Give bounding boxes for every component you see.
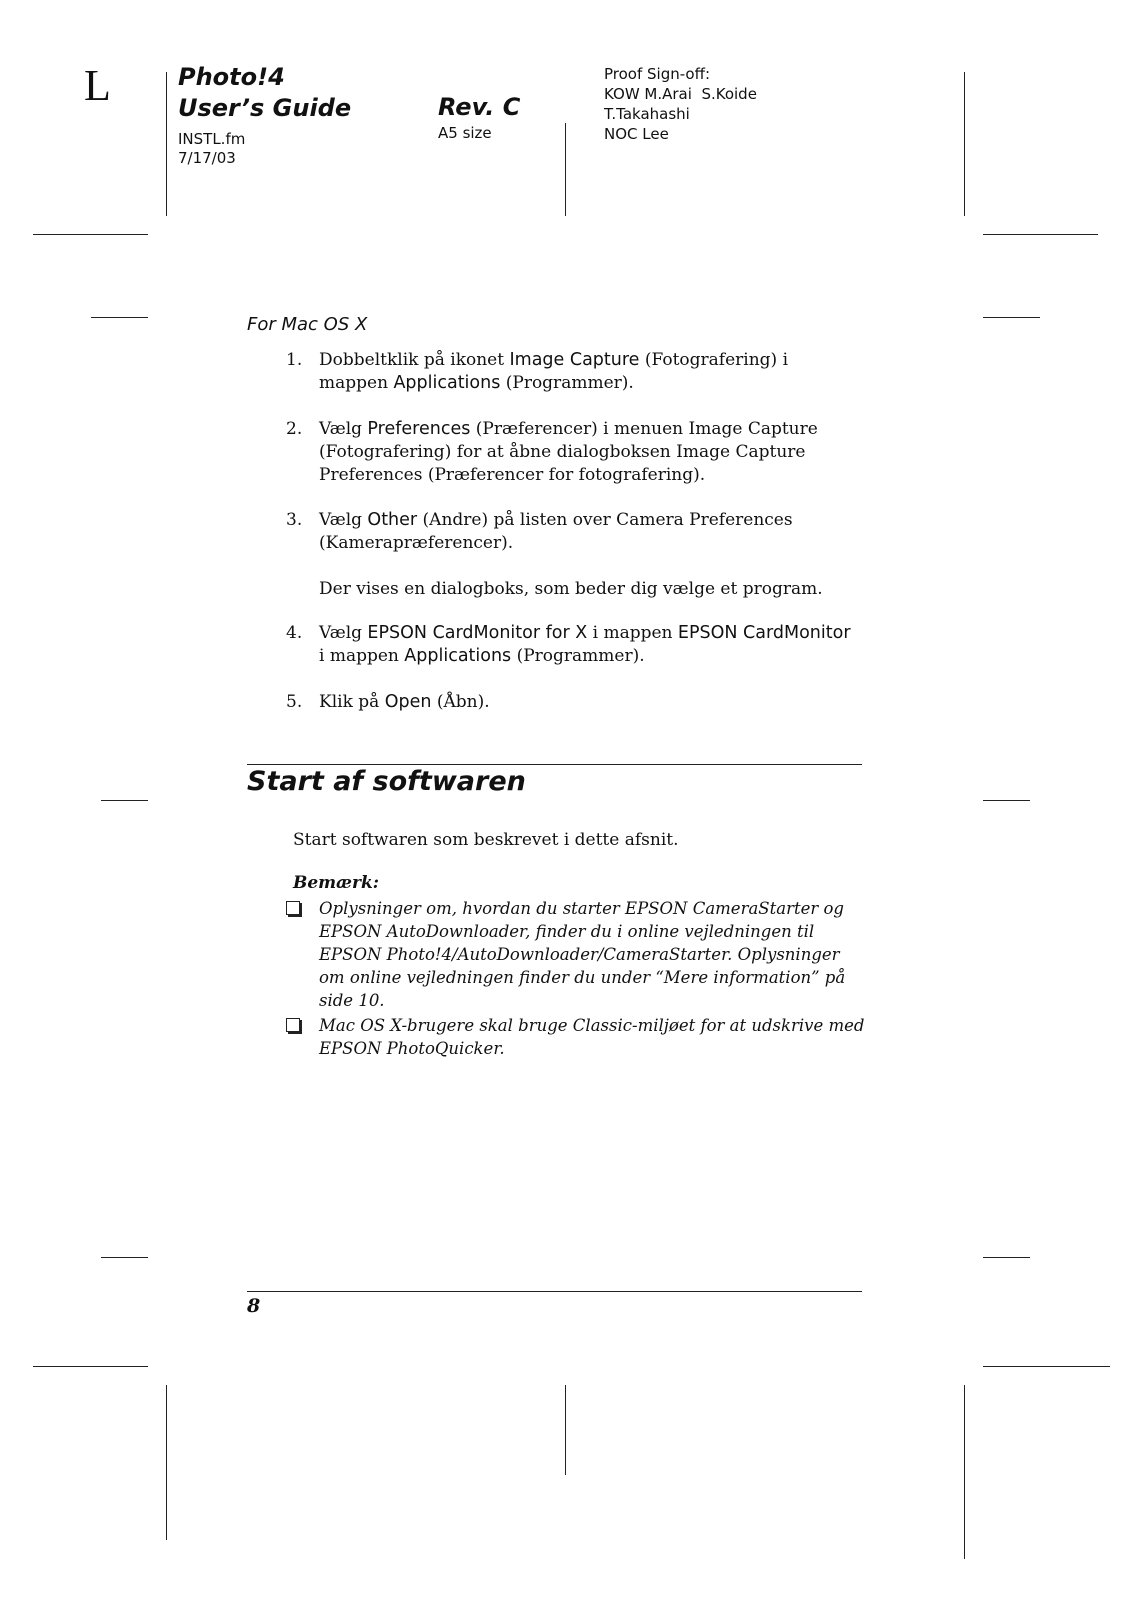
step-text [319, 691, 856, 714]
crop-mark [983, 317, 1040, 318]
ui-term: Image Capture [509, 350, 640, 370]
crop-mark [91, 317, 148, 318]
step-text-run: Klik på [319, 692, 385, 712]
header-revision: Rev. C [438, 93, 521, 121]
header-title-block [178, 62, 351, 168]
page-side-letter: L [84, 61, 111, 110]
step-number: 1. [286, 350, 303, 370]
checkbox-bullet-icon [286, 901, 300, 915]
step-text-run: (Andre) på listen over Camera Preferences (Kamerapræferencer). [319, 510, 793, 553]
step-number: 3. [286, 510, 303, 530]
list-item [286, 509, 856, 555]
crop-mark [964, 1385, 965, 1559]
header-guide-title: User’s Guide [178, 94, 352, 122]
proof-line: Proof Sign-off: [604, 65, 710, 83]
crop-mark [983, 800, 1030, 801]
step-text-run: i mappen [587, 623, 678, 643]
step-text [319, 509, 856, 555]
crop-mark [101, 800, 148, 801]
note-text: Oplysninger om, hvordan du starter EPSON CameraStarter og EPSON AutoDownloader, finder du i online vejledningen til EPSON Photo!4/AutoDownloader/CameraStarter. Oplysninger om online vejledningen finder du under “Mere information” på side 10. [319, 899, 846, 1010]
proof-line: T.Takahashi [604, 105, 690, 123]
header-product-title: Photo!4 [178, 63, 285, 91]
list-item [286, 349, 856, 395]
step-number: 5. [286, 692, 303, 712]
crop-mark [565, 1385, 566, 1475]
crop-mark [983, 234, 1098, 235]
step-text-run: (Præferencer) i menuen Image Capture (Fotografering) for at åbne dialogboksen Image Capture Preferences (Præferencer for fotografering). [319, 419, 818, 485]
step-number: 2. [286, 419, 303, 439]
ui-term: Preferences [367, 419, 471, 439]
ui-term: EPSON CardMonitor [677, 623, 851, 643]
step-text-run: (Programmer). [500, 373, 634, 393]
note-text: Mac OS X-brugere skal bruge Classic-miljøet for at udskrive med EPSON PhotoQuicker. [319, 1016, 865, 1058]
section-rule [247, 764, 862, 765]
list-item [286, 622, 856, 668]
step-text [319, 349, 856, 395]
list-item [286, 691, 856, 714]
step-text-run: (Programmer). [511, 646, 645, 666]
note-item [286, 1014, 866, 1060]
crop-mark [33, 234, 148, 235]
checkbox-bullet-icon [286, 1018, 300, 1032]
ui-term: Open [384, 692, 432, 712]
list-item [286, 418, 856, 487]
header-revision-block [438, 93, 520, 143]
step-text-run: (Fotografering) i mappen [319, 350, 789, 393]
header-file-name: INSTL.fm [178, 130, 246, 148]
ui-term: EPSON CardMonitor for X [367, 623, 588, 643]
proof-line: KOW M.Arai S.Koide [604, 85, 757, 103]
header-date: 7/17/03 [178, 149, 236, 167]
proof-line: NOC Lee [604, 125, 669, 143]
crop-mark [166, 1385, 167, 1540]
header-proof-signoff [604, 64, 757, 144]
section-title: Start af softwaren [247, 766, 526, 797]
step-text [319, 622, 856, 668]
crop-mark [166, 72, 167, 216]
step-number: 4. [286, 623, 303, 643]
header-page-size: A5 size [438, 124, 492, 142]
crop-mark [964, 72, 965, 216]
note-label: Bemærk: [293, 873, 380, 893]
crop-mark [983, 1366, 1110, 1367]
page-number: 8 [247, 1295, 261, 1317]
note-item [286, 897, 866, 1012]
section-intro: Start softwaren som beskrevet i dette afsnit. [293, 830, 679, 850]
crop-mark [565, 123, 566, 216]
step-text-run: Vælg [319, 419, 368, 439]
crop-mark [33, 1366, 148, 1367]
footer-rule [247, 1291, 862, 1292]
step-text-run: Dobbeltklik på ikonet [319, 350, 510, 370]
step-text-run: Vælg [319, 510, 368, 530]
ui-term: Applications [393, 373, 501, 393]
mac-section-heading: For Mac OS X [247, 314, 368, 335]
step-note-text: Der vises en dialogboks, som beder dig vælge et program. [319, 579, 823, 599]
crop-mark [101, 1257, 148, 1258]
crop-mark [983, 1257, 1030, 1258]
step-text [319, 418, 856, 487]
ui-term: Applications [404, 646, 512, 666]
step-text-run: (Åbn). [431, 692, 490, 712]
ui-term: Other [367, 510, 418, 530]
step-text-run: Vælg [319, 623, 368, 643]
step-text-run: i mappen [319, 646, 405, 666]
